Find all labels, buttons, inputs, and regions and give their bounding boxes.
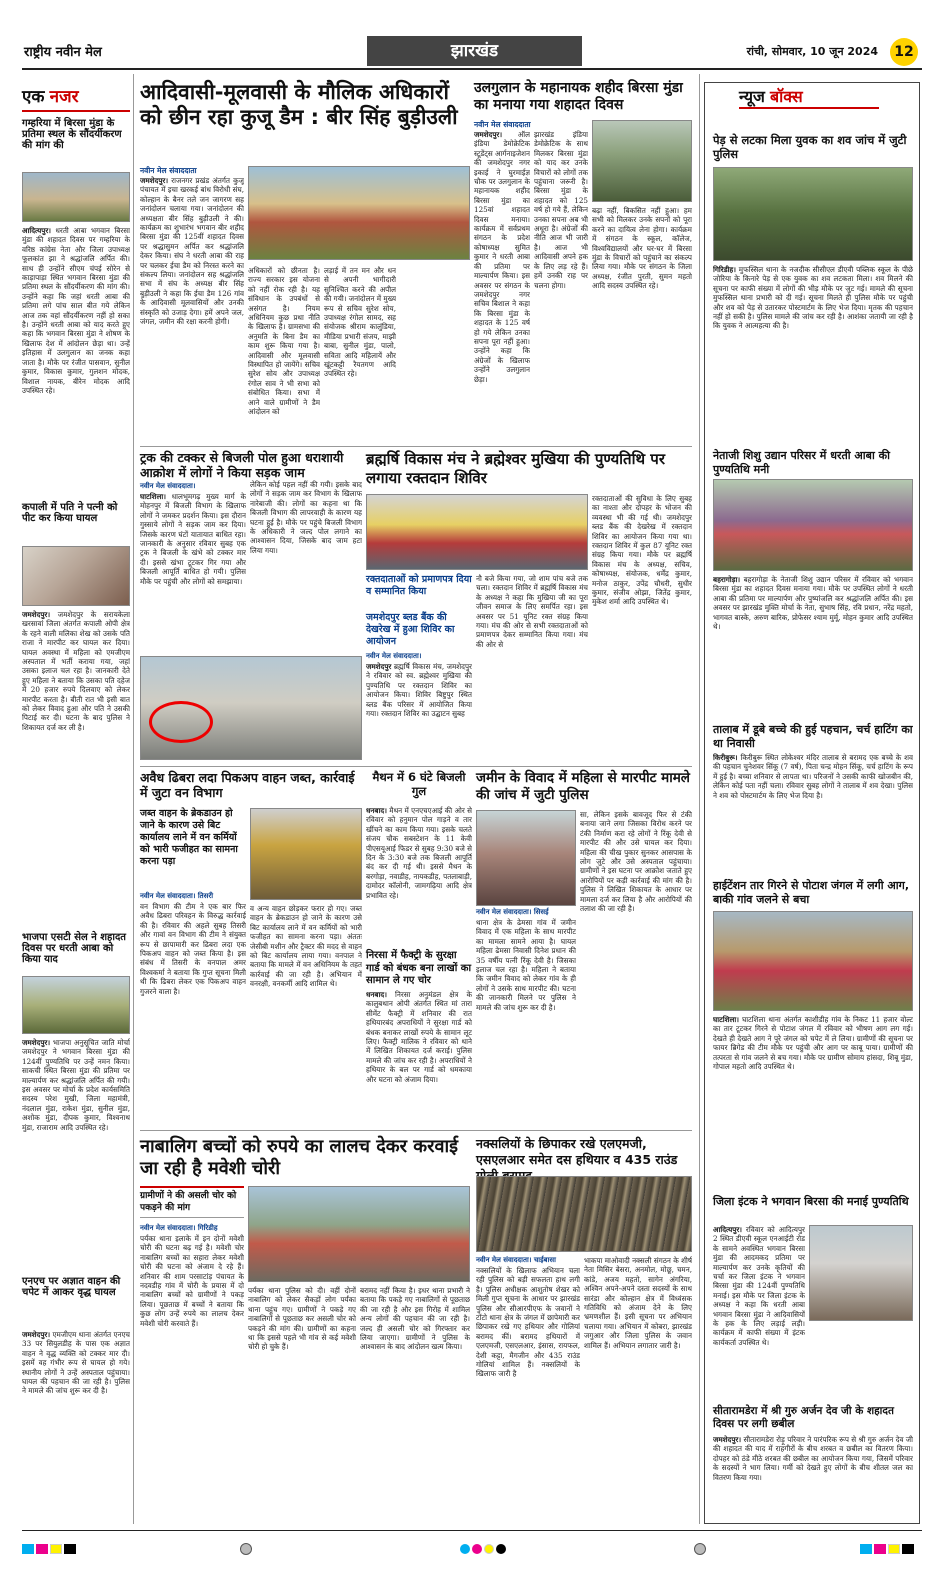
masthead-rule (22, 68, 922, 70)
land-caption: नवीन मेल संवाददाता। सिसई (476, 908, 549, 916)
cattle-col-1: पर्यंका थाना इलाके में इन दोनों मवेशी चोरी की घटना बढ़ गई है। मवेशी चोर नाबालिग बच्चों का सहारा लेकर मवेशी चोरी की घटना को अंजाम दे रहे हैं। शनिवार की शाम परसाटांड़ पंचायत के नदवडीह गांव में चोरी के प्रयास में दो नाबालिग बच्चों को ग्रामीणों ने पकड़ लिया। पूछताछ में बच्चों ने बताया कि कुछ लोग उन्हें रुपये का लालच देकर मवेशी चोरी करवाते हैं। (140, 1234, 244, 1328)
power-body (366, 806, 472, 946)
magenta-swatch-right (874, 1544, 886, 1554)
ek-nazar-body-2 (22, 610, 130, 926)
news-box-label (739, 85, 879, 107)
land-headline: जमीन के विवाद में महिला से मारपीट मामले की जांच में जुटी पुलिस (476, 770, 690, 803)
raktdaan-col-3: रक्तदाताओं की सुविधा के लिए सुबह का नाश्ता और दोपहर के भोजन की व्यवस्था भी की गई थी। जमशेदपुर ब्लड बैंक की देखरेख में रक्तदान शिविर का आयोजन किया गया था। रक्तदान शिविर में कुल 87 यूनिट रक्त संग्रह किया गया। मौके पर ब्रह्मर्षि विकास मंच के अध्यक्ष, सचिव, कोषाध्यक्ष, संयोजक, धर्मेंद्र कुमार, मनोज ठाकुर, उपेंद्र चौधरी, सुधीर कुमार, संजीव ओझा, जितेंद्र कुमार, मुकेश शर्मा आदि उपस्थित थे। (592, 494, 692, 607)
pickup-photo (250, 808, 362, 900)
factory-body (366, 990, 472, 1126)
cattle-photo (248, 1186, 470, 1282)
yellow-dot (484, 1544, 494, 1554)
cattle-subhead-box (140, 1186, 244, 1218)
pickup-headline: अवैध ढिबरा लदा पिकअप वाहन जब्त, कार्रवाई में जुटा वन विभाग (140, 770, 355, 800)
column-divider-left (133, 74, 134, 1524)
column-divider-right (699, 74, 700, 1524)
news-box-dateline-1: गिरिडीह। (713, 265, 736, 274)
divider-mid-1 (140, 766, 692, 767)
news-box-label-2: बॉक्स (769, 87, 803, 106)
ek-nazar-headline-3: भाजपा एसटी सेल ने शहादत दिवस पर धरती आबा को किया याद (22, 932, 126, 966)
news-box-dateline-4: घाटशिला। (713, 1015, 739, 1024)
section-title: झारखंड (367, 36, 582, 66)
news-box-body-5 (713, 1225, 805, 1401)
cattle-col-3: बरामद नहीं किया है। इधर थाना प्रभारी ने बताया कि पकड़े गए नाबालिगों से पूछताछ की जा रही है और इस गिरोह में शामिल अन्य लोगों की पहचान की जा रही है। जल्द ही असली चोर को गिरफ्तार कर लिया जाएगा। ग्रामीणों ने पुलिस के आश्वासन के बाद आंदोलन खत्म किया। (360, 1286, 470, 1352)
cyan-swatch-right (860, 1544, 872, 1554)
cattle-headline: नाबालिग बच्चों को रुपये का लालच देकर करवाई जा रही है मवेशी चोरी (140, 1136, 458, 1179)
news-box-headline-1: पेड़ से लटका मिला युवक का शव जांच में जुटी पुलिस (713, 133, 907, 161)
ek-nazar-body-4 (22, 1330, 130, 1516)
raktdaan-byline: नवीन मेल संवाददाता। (366, 652, 422, 660)
ek-nazar-dateline-1: आदित्यपुर। (22, 226, 52, 235)
color-swatches-right (860, 1544, 914, 1554)
land-photo (476, 810, 576, 906)
news-box-dateline-2: बहरागोड़ा। (713, 575, 741, 584)
ek-nazar-underline (22, 110, 130, 112)
news-box-label-1: न्यूज (739, 87, 765, 106)
naxal-col-1: नक्सलियों के खिलाफ अभियान चला रही पुलिस को बड़ी सफलता हाथ लगी है। पुलिस अधीक्षक आशुतोष शेखर को मिली गुप्त सूचना के आधार पर झारखंड पुलिस और सीआरपीएफ के जवानों ने टोंटो थाना क्षेत्र के जंगल में छापेमारी कर छिपाकर रखे गए हथियार और गोलियां बरामद कीं। बरामद हथियारों में एलएमजी, एसएलआर, इंसास, रायफल, देशी कट्टा, मैगजीन और 435 राउंड गोलियां शामिल हैं। नक्सलियों के खिलाफ जारी है (476, 1266, 580, 1379)
news-box-body-2 (713, 575, 913, 719)
ek-nazar-column (22, 74, 130, 1524)
ek-nazar-photo-2 (22, 546, 130, 606)
ulgulan-headline: उलगुलान के महानायक शहीद बिरसा मुंडा का मनाया गया शहादत दिवस (474, 80, 683, 113)
news-box-dateline-5: आदित्यपुर। (713, 1225, 743, 1234)
paper-name: राष्ट्रीय नवीन मेल (24, 45, 102, 60)
naxal-col-2: भाकपा माओवादी नक्सली संगठन के शीर्ष नेता मिसिर बेसरा, अनमोल, मोछू, चमन, कांडे, अजय महतो, सागेन अंगरिया, अश्विन अपने-अपने दस्ता सदस्यों के साथ सारंडा और कोल्हान क्षेत्र में विध्वंसक गतिविधि को अंजाम देने के लिए भ्रमणशील हैं। इसी सूचना पर अभियान चलाया गया। अभियान में कोबरा, झारखंड जगुआर और जिला पुलिस के जवान शामिल हैं। अभियान लगातार जारी है। (584, 1256, 692, 1350)
news-box-text-1: मुफस्सिल थाना के नजदीक सीसीएल डीएवी पब्लिक स्कूल के पीछे जोरिया के किनारे पेड़ से एक युवक का शव लटकता मिला। शव मिलने की सूचना पर काफी संख्या में लोगों की भीड़ मौके पर जुट गई। मामले की सूचना मुफस्सिल थाना प्रभारी को दी गई। सूचना मिलते ही पुलिस मौके पर पहुंची और शव को पेड़ से उतारकर पोस्टमार्टम के लिए भेज दिया। मृतक की पहचान नहीं हो सकी है। पुलिस मामले की जांच कर रही है। आशंका जतायी जा रही है कि युवक ने आत्महत्या की है। (713, 265, 913, 331)
news-box-text-6: सीतारामडेरा रोड़ू परिवार ने पारंपरिक रूप से श्री गुरु अर्जन देव जी की शहादत की याद में राहगीरों के बीच शरबत व छबील का वितरण किया। दोपहर को ठंडे मीठे शरबत की छबील का आयोजन किया गया, जिसमें परिवार के सदस्यों ने भाग लिया। गर्मी को देखते हुए लोगों के बीच शीतल जल का वितरण किया गया। (713, 1435, 913, 1482)
raktdaan-subhead-2: जमशेदपुर ब्लड बैंक की देखरेख में हुआ शिविर का आयोजन (366, 612, 455, 647)
pole-headline: ट्रक की टक्कर से बिजली पोल हुआ धराशायी आक्रोश में लोगों ने किया सड़क जाम (140, 450, 344, 480)
news-box-body-1 (713, 265, 913, 455)
footer-rule (22, 1530, 922, 1531)
ek-nazar-headline-2: कपाली में पति ने पत्नी को पीट कर किया घायल (22, 502, 118, 525)
raktdaan-text-1: ब्रह्मर्षि विकास मंच, जमशेदपुर ने रविवार को स्व. ब्रह्मेश्वर मुखिया की पुण्यतिथि पर रक्तदान शिविर का आयोजन किया। शिविर बिष्टुपुर स्थित ब्लड बैंक परिसर में आयोजित किया गया। रक्तदान शिविर का उद्घाटन सुबह (366, 662, 472, 719)
cattle-byline: नवीन मेल संवाददाता। गिरिडीह (140, 1224, 218, 1232)
ek-nazar-text-3: भाजपा अनुसूचित जाति मोर्चा जमशेदपुर ने भगवान बिरसा मुंडा की 124वीं पुण्यतिथि पर उन्हें नमन किया। साकची स्थित बिरसा मुंडा की प्रतिमा पर माल्यार्पण कर श्रद्धांजलि अर्पित की गयी। इस अवसर पर मोर्चा के प्रदेश कार्यसमिति सदस्य परेश मुखी, जिला महामंत्री, नंदलाल मुंडा, राकेश मुंडा, सुनील मुंडा, अशोक मुंडा, दीपक कुमार, विश्वनाथ मुंडा, राजाराम आदि उपस्थित रहे। (22, 1038, 130, 1132)
news-box-dateline-6: जमशेदपुर। (713, 1435, 742, 1444)
magenta-dot (472, 1544, 482, 1554)
factory-headline: निरसा में फैक्ट्री के सुरक्षा गार्ड को बंधक बना लाखों का सामान ले गए चोर (366, 950, 472, 986)
highlight-circle-annotation (149, 701, 213, 743)
news-box (704, 82, 920, 1524)
lead-headline: आदिवासी-मूलवासी के मौलिक अधिकारों को छीन रहा कुजू डैम : बीर सिंह बुड़ीउली (140, 80, 458, 129)
magenta-swatch (36, 1544, 48, 1554)
naxal-headline: नक्सलियों के छिपाकर रखे एलएमजी, एसएलआर समेत दस हथियार व 435 राउंड (476, 1136, 678, 1167)
news-box-body-6 (713, 1435, 913, 1519)
ek-nazar-text-1: धरती आबा भगवान बिरसा मुंडा की शहादत दिवस पर गम्हरिया के वरिष्ठ कांग्रेस नेता और जिला उपाध्यक्ष फूलकांत झा ने श्रद्धांजलि अर्पित की। साथ ही उन्होंने सीएम चंपई सोरेन से काड़ापाड़ा स्थित भगवान बिरसा मुंडा की प्रतिमा स्थल के सौंदर्यीकरण की मांग की। उन्होंने कहा कि जहां धरती आबा की प्रतिमा लगे पांच साल बीत गये लेकिन आज तक वहां सौंदर्यीकरण नहीं हो सका है। उन्होंने धरती आबा को याद करते हुए कहा कि भगवान बिरसा मुंडा ने शोषण के खिलाफ देश में आंदोलन छेड़ा था। उन्हें इतिहास में उलगुलान का जनक कहा जाता है। मौके पर रंजीत पासवान, सुनील कुमार, विकास कुमार, गुलशन मोदक, विशाल नायक, बीरेन मोदक आदि उपस्थित रहे। (22, 226, 130, 395)
news-box-text-3: किरीबुरू स्थित लोकेश्वर मंदिर तालाब से बरामद एक बच्चे के शव की पहचान चुनेशवर सिंकू (7 वर्ष), पिता चन्द्र मोहन सिंकू, चर्च हाटिंग के रूप में हुई है। बच्चा शनिवार से लापता था। परिजनों ने उसकी काफी खोजबीन की, लेकिन कोई पता नहीं चला। रविवार सुबह लोगों ने तालाब में शव देखा। पुलिस ने शव को पोस्टमार्टम के लिए भेज दिया है। (713, 753, 913, 800)
raktdaan-headline: ब्रह्मर्षि विकास मंच ने ब्रह्मेश्वर मुखिया की पुण्यतिथि पर लगाया रक्तदान शिविर (366, 450, 665, 487)
ulgulan-byline: नवीन मेल संवाददाता (474, 120, 531, 129)
pole-photo (140, 656, 362, 760)
color-swatches-left (22, 1544, 76, 1554)
ek-nazar-dateline-2: जमशेदपुर। (22, 610, 51, 619)
yellow-swatch-right (888, 1544, 900, 1554)
ek-nazar-dateline-3: जमशेदपुर। (22, 1038, 51, 1047)
ek-nazar-photo-3 (22, 976, 130, 1034)
cattle-col-2: पर्यंका थाना पुलिस को दी। वहीं दोनों नाबालिग को लेकर सैकड़ों लोग पर्यंका थाना पहुंच गए। ग्रामीणों ने पकड़े गए नाबालिगों से पूछताछ कर असली चोर को पकड़ने की मांग की। ग्रामीणों का कहना था कि इससे पहले भी गांव से कई मवेशी चोरी हो चुके हैं। (248, 1286, 356, 1352)
ulgulan-photo (592, 120, 692, 202)
news-box-photo-5 (809, 1225, 913, 1321)
power-dateline: धनबाद। (366, 806, 387, 815)
lead-dateline: जमशेदपुर। (140, 176, 169, 185)
page-number: 12 (890, 38, 918, 66)
news-box-dateline-3: किरीबुरू। (713, 753, 738, 762)
cyan-dot (460, 1544, 470, 1554)
ek-nazar-label (22, 84, 130, 108)
factory-dateline: धनबाद। (366, 990, 387, 999)
ek-nazar-body-1 (22, 226, 130, 496)
lead-byline: नवीन मेल संवाददाता (140, 166, 197, 175)
dateline: रांची, सोमवार, 10 जून 2024 (746, 45, 878, 58)
pole-col-1 (140, 492, 246, 654)
pole-byline: नवीन मेल संवाददाता। (140, 482, 196, 490)
ulgulan-dateline: जमशेदपुर। (474, 130, 503, 139)
ek-nazar-headline-4: एनएच पर अज्ञात वाहन की चपेट में आकर वृद्ध घायल (22, 1276, 121, 1299)
naxal-photo (476, 1176, 692, 1252)
yellow-swatch (50, 1544, 62, 1554)
pickup-byline: नवीन मेल संवाददाता। तिसरी (140, 892, 214, 900)
masthead (22, 36, 922, 66)
ek-nazar-headline-1: गम्हरिया में बिरसा मुंडा के प्रतिमा स्थल के सौंदर्यीकरण की मांग की (22, 118, 122, 152)
news-box-text-5: रविवार को आदित्यपुर 2 स्थित डीएवी स्कूल एनआईटी रोड के सामने अवस्थित भगवान बिरसा मुंडा की आदमकद प्रतिमा पर माल्यार्पण कर उनके कृतियों की चर्चा कर जिला इंटक ने भगवान बिरसा मुंडा की 124वीं पुण्यतिथि मनाई। इस मौके पर जिला इंटक के अध्यक्ष ने कहा कि धरती आबा भगवान बिरसा मुंडा ने आदिवासियों के हक के लिए लड़ाई लड़ी। कार्यक्रम में काफी संख्या में इंटक कार्यकर्ता उपस्थित थे। (713, 1225, 805, 1347)
lead-col-2: अधिकारों को छीनता है। राज्य सरकार इस योजना को नहीं रोक रही है। यह संविधान के उपबंधों से असंगत है। नियम अधिनियम कुछ प्रथा नीति के खिलाफ है। ग्रामसभा की अनुमति के बिना डैम का काम शुरू किया गया है। आदिवासी और मूलवासी विस्थापित हो जायेंगे। सचिव सुरेश सोय और उपाध्यक्ष रंगोल साव ने भी सभा को संबोधित किया। सभा में आने वाले ग्रामीणों ने डैम आंदोलन को (248, 266, 320, 417)
news-box-label-underline (739, 107, 879, 109)
factory-text: निरसा अनुमंडल क्षेत्र के कालुबथान ओपी अंतर्गत स्थित मां तारा सीमेंट फैक्ट्री में शनिवार की रात हथियारबंद अपराधियों ने सुरक्षा गार्ड को बंधक बनाकर लाखों रुपये के सामान लूट लिए। फैक्ट्री मालिक ने रविवार को थाने में लिखित शिकायत दर्ज कराई। पुलिस मामले की जांच कर रही है। अपराधियों ने हथियार के बल पर गार्ड को धमकाया और घटना को अंजाम दिया। (366, 990, 472, 1084)
ulgulan-col-2: झारखंड इंडिया डेमोक्रेटिक के साथ मिलकर बिरसा मुंडा को याद कर उनके विचारों को लोगों तक पहुंचाना जरूरी है। बिरसा मुंडा के शहादत को 125 वर्ष हो गये हैं, लेकिन उनका सपना अब भी अधूरा है। अंग्रेजों की नीति आज भी जारी है। आज भी आदिवासी अपने हक के लिए लड़ रहे हैं। हमें उनकी राह पर चलना होगा। (534, 130, 588, 290)
power-text: मैथन में एनएचएआई की ओर से रविवार को हनुमान पोल गाड़ने व तार खींचने का काम किया गया। इसके चलते संजय चौक सबस्टेशन के 11 केवी पीएसयूआई फिडर से सुबह 9:30 बजे से दिन के 3:30 बजे तक बिजली आपूर्ति बंद कर दी गई थी। इससे मैथन के बरगोड़ा, नवाडीह, नायकडीह, पतलाबाड़ी, दामोदर कॉलोनी, जामगढ़िया आदि क्षेत्र प्रभावित रहे। (366, 806, 472, 900)
ek-nazar-body-3 (22, 1038, 130, 1270)
ulgulan-text-1: ऑल इंडिया डेमोक्रेटिक स्टूडेंट्स आर्गनाइजेशन की जमशेदपुर नगर इकाई ने घुरमाईज्ञ चौक पर उलगुलान के महानायक शहीद बिरसा मुंडा का 125वां शहादत दिवस मनाया। कार्यक्रम में सर्वप्रथम संगठन के प्रदेश कोषाध्यक्ष सुमित कुमार ने धरती आबा की प्रतिमा पर माल्यार्पण किया। इस अवसर पर संगठन के जमशेदपुर नगर सचिव बिशाल ने कहा कि बिरसा मुंडा के शहादत के 125 वर्ष हो गये लेकिन उनका सपना पूरा नहीं हुआ। उन्होंने कहा कि अंग्रेजों के खिलाफ उन्होंने उलगुलान छेड़ा। (474, 130, 530, 384)
pickup-subhead: जब्त वाहन के ब्रेकडाउन हो जाने के कारण उसे बिट कार्यालय लाने में वन कर्मियों को भारी फजीहत का सामना करना पड़ा (140, 808, 238, 867)
ek-nazar-dateline-4: जमशेदपुर। (22, 1330, 51, 1339)
cattle-subhead: ग्रामीणों ने की असली चोर को पकड़ने की मांग (140, 1191, 237, 1213)
land-body-left: थाना क्षेत्र के ढेमसा गांव में जमीन विवाद में एक महिला के साथ मारपीट का मामला सामने आया है। घायल महिला ढेमसा निवासी दिनेश प्रधान की 35 वर्षीय पत्नी रिंकू देवी है। जिसका इलाज चल रहा है। महिला ने बताया कि जमीन विवाद को लेकर गांव के ही लोगों ने उसके साथ मारपीट की। घटना की जानकारी मिलने पर पुलिस ने मामले की जांच शुरू कर दी है। (476, 918, 576, 1012)
raktdaan-subhead-1: रक्तदाताओं को प्रमाणपत्र दिया व सम्मानित किया (366, 574, 472, 597)
black-swatch (64, 1544, 76, 1554)
raktdaan-col-2: नौ बजे किया गया, जो शाम पांच बजे तक चला। रक्तदान शिविर में ब्रह्मर्षि विकास मंच के अध्यक्ष ने कहा कि मुखिया जी का पूरा जीवन समाज के लिए समर्पित रहा। इस अवसर पर 51 यूनिट रक्त संग्रह किया गया। मंच की ओर से सभी रक्तदाताओं को प्रमाणपत्र देकर सम्मानित किया गया। मंच की ओर से (476, 574, 588, 649)
news-box-headline-2: नेताजी शिशु उद्यान परिसर में धरती आबा की पुण्यतिथि मनी (713, 449, 890, 476)
news-box-photo-1 (713, 167, 913, 261)
pickup-col-2: व अन्य वाहन छोड़कर फरार हो गए। जब्त वाहन के ब्रेकडाउन हो जाने के कारण उसे बिट कार्यालय लाने में वन कर्मियों को भारी फजीहत का सामना करना पड़ा। अंततः जेसीबी मशीन और ट्रैक्टर की मदद से वाहन को बिट कार्यालय लाया गया। वनपाल ने बताया कि मामले में वन अधिनियम के तहत कार्रवाई की जा रही है। अभियान में वनरक्षी, वनकर्मी आदि शामिल थे। (250, 904, 362, 989)
lead-col-1 (140, 176, 244, 442)
register-mark-1 (240, 1543, 252, 1555)
ek-nazar-text-4: एमजीएम थाना अंतर्गत एनएच 33 पर सियुलडीह के पास एक अज्ञात वाहन ने वृद्ध व्यक्ति को टक्कर मार दी। इसमें वह गंभीर रूप से घायल हो गये। स्थानीय लोगों ने उन्हें अस्पताल पहुंचाया। घायल की पहचान की जा रही है। पुलिस ने मामले की जांच शुरू कर दी है। (22, 1330, 130, 1396)
news-box-body-3 (713, 753, 913, 875)
lead-col-3: लड़ाई में तन मन और धन से अपनी भागीदारी सुनिश्चित करने की अपील की गयी। जनांदोलन में मुख्य रूप से सचिव सुरेश सोय, उपाध्यक्ष रंगोल सामद, सह संयोजक श्रीराम कालुंडिया, मीडिया प्रभारी संजय, माझी बाबा, सुनील मुंडा, पालो, सविता आदि महिलायें और खूंटकट्टी रैयतगण आदि उपस्थित रहे। (324, 266, 396, 379)
black-swatch-right (902, 1544, 914, 1554)
ek-nazar-label-2: नजर (49, 87, 79, 107)
pole-text-1: धालभूमगढ़ मुख्य मार्ग के मोहनपुर में बिजली विभाग के खिलाफ लोगों ने जमकर प्रदर्शन किया। इस दौरान गुस्साये लोगों ने सड़क जाम कर दिया। जिसके कारण घंटों यातायात बाधित रहा। जानकारी के अनुसार रविवार सुबह एक ट्रक ने बिजली के खंभे को टक्कर मार दी। इससे खंभा टूटकर गिर गया और बिजली आपूर्ति बाधित हो गयी। पुलिस मौके पर पहुंची और लोगों को समझाया। (140, 492, 246, 586)
black-dot (496, 1544, 506, 1554)
news-box-headline-6: सीतारामडेरा में श्री गुरु अर्जन देव जी के शहादत दिवस पर लगी छबील (713, 1405, 894, 1430)
raktdaan-dateline: जमशेदपुर (366, 662, 392, 671)
pole-col-2: लेकिन कोई पहल नहीं की गयी। इसके बाद लोगों ने सड़क जाम कर विभाग के खिलाफ नारेबाजी की। लोगों का कहना था कि बिजली विभाग की लापरवाही के कारण यह घटना हुई है। मौके पर पहुंचे बिजली विभाग के अधिकारी ने जल्द पोल लगाने का आश्वासन दिया, जिसके बाद जाम हटा लिया गया। (250, 480, 362, 555)
raktdaan-photo (366, 494, 588, 570)
news-box-headline-5: जिला इंटक ने भगवान बिरसा की मनाई पुण्यतिथि (713, 1195, 909, 1208)
lead-photo (248, 166, 470, 260)
ulgulan-col-1 (474, 130, 530, 430)
divider-mid-2 (140, 1130, 692, 1131)
ek-nazar-text-2: जमशेदपुर के सरायकेला खरसावां जिला अंतर्गत कपाली ओपी क्षेत्र के रहने वाली मलिका शेख को उसके पति राजा ने मारपीट कर घायल कर दिया। घायल अवस्था में महिला को एमजीएम अस्पताल में भर्ती कराया गया, जहां उसका इलाज चल रहा है। जानकारी देते हुए महिला ने बताया कि उसका पति दहेज में 20 हजार रुपये दिलवाए को लेकर मारपीट करता है। बीती रात भी इसी बात को लेकर विवाद हुआ और पति ने उसकी पिटाई कर दी। घटना के बाद पुलिस ने शिकायत दर्ज कर ली है। (22, 610, 130, 732)
lead-text-1: राजनगर प्रखंड अंतर्गत कुजू पंचायत में इचा खरकई बांध विरोधी संघ, कोल्हान के बैनर तले जन जागरण सह जनांदोलन चलाया गया। जनांदोलन की अध्यक्षता बीर सिंह बुड़ीउली ने की। कार्यक्रम का शुभारंभ भगवान बीर शहीद बिरसा मुंडा की 125वीं शहादत दिवस पर श्रद्धासुमन अर्पित कर श्रद्धांजलि देकर किया। संघ ने धरती आबा की राह पर चलकर ईचा डैम को निरस्त करने का संकल्प लिया। जनांदोलन सह श्रद्धांजलि सभा में संघ के अध्यक्ष बीर सिंह बुड़ीउली ने कहा कि ईचा डैम 126 गांव के आदिवासी मूलवासियों और उनकी संस्कृति को उजाड़ देगा। हमें अपने जल, जंगल, जमीन की रक्षा करनी होगी। (140, 176, 244, 327)
raktdaan-col-1 (366, 662, 472, 762)
cyan-swatch (22, 1544, 34, 1554)
news-box-headline-4: हाईटेंशन तार गिरने से पोटाश जंगल में लगी आग, बाकी गांव जलने से बचा (713, 879, 910, 906)
news-box-text-2: बहरागोड़ा के नेताजी शिशु उद्यान परिसर में रविवार को भगवान बिरसा मुंडा का शहादत दिवस मनाया गया। मौके पर उपस्थित लोगों ने धरती आबा की प्रतिमा पर माल्यार्पण और पुष्पांजलि कर श्रद्धांजलि अर्पित की। इस अवसर पर झारखंड मुक्ति मोर्चा के नेता, सुभाष सिंह, रवि प्रधान, नरेंद्र महतो, भागवत बास्के, अरुण बारिक, प्रोफेसर श्याम मुर्मू, मोहन कुमार आदि उपस्थित थे। (713, 575, 913, 632)
divider-under-lead (140, 446, 692, 447)
ek-nazar-label-1: एक (22, 87, 45, 107)
power-headline: मैथन में 6 घंटे बिजली गुल (372, 770, 466, 798)
pickup-col-1: वन विभाग की टीम ने एक बार फिर अवैध ढिबरा परिवहन के विरुद्ध कार्रवाई की है। रविवार की अहले सुबह तिसरी और गावां वन विभाग की टीम ने संयुक्त रूप से छापामारी कर ढिबरा लदा एक पिकअप वाहन को जब्त किया है। इस संबंध में तिसरी के वनपाल अमर विश्वकर्मा ने बताया कि गुप्त सूचना मिली थी कि ढिबरा लेकर एक पिकअप वाहन गुजरने वाला है। (140, 902, 246, 996)
news-box-headline-3: तालाब में डूबे बच्चे की हुई पहचान, चर्च हाटिंग का था निवासी (713, 723, 913, 750)
news-box-photo-4 (713, 911, 913, 1011)
news-box-body-4 (713, 1015, 913, 1191)
footer-registration-marks (22, 1544, 922, 1556)
land-body-right: सा, लेकिन इसके बावजूद फिर से टंकी बनाया जाने लगा जिसका विरोध करने पर टंकी निर्माण करा रहे लोगों ने रिंकू देवी से मारपीट की और उसे घायल कर दिया। महिला की चीख पुकार सुनकर आसपास के लोग जुटे और उसे अस्पताल पहुंचाया। ग्रामीणों ने इस घटना पर आक्रोश जताते हुए आरोपियों पर कड़ी कार्रवाई की मांग की है। पुलिस ने लिखित शिकायत के आधार पर मामला दर्ज कर लिया है और आरोपियों की तलाश की जा रही है। (580, 810, 692, 914)
register-mark-2 (694, 1543, 706, 1555)
news-box-text-4: घाटशिला थाना अंतर्गत काशीडीह गांव के निकट 11 हजार वोल्ट का तार टूटकर गिरने से पोटाश जंगल में रविवार को भीषण आग लग गई। देखते ही देखते आग ने पूरे जंगल को चपेट में ले लिया। ग्रामीणों की सूचना पर फायर ब्रिगेड की टीम मौके पर पहुंची और आग पर काबू पाया। ग्रामीणों की तत्परता से गांव जलने से बच गया। मौके पर ग्रामीण सोमाय हांसदा, शिबू मुंडा, गोपाल महतो आदि उपस्थित थे। (713, 1015, 913, 1072)
naxal-byline: नवीन मेल संवाददाता। चाईबासा (476, 1256, 556, 1264)
ek-nazar-photo-1 (22, 172, 130, 222)
pole-dateline: घाटशिला। (140, 492, 166, 501)
news-box-photo-2 (713, 479, 913, 571)
color-dots-center (460, 1544, 506, 1554)
ulgulan-col-3: बढ़ा नहीं, बिकसित नहीं हुआ। हम सभी को मिलकर उनके सपनों को पूरा करने का दायित्व लेना होगा। कार्यक्रम में संगठन के स्कूल, कॉलेज, विश्वविद्यालयों और घर-घर में बिरसा मुंडा के विचारों को पहुंचाने का संकल्प लिया गया। मौके पर संगठन के जिला अध्यक्ष, रंजीत पुरती, सुमन महतो आदि सदस्य उपस्थित रहे। (592, 206, 692, 291)
